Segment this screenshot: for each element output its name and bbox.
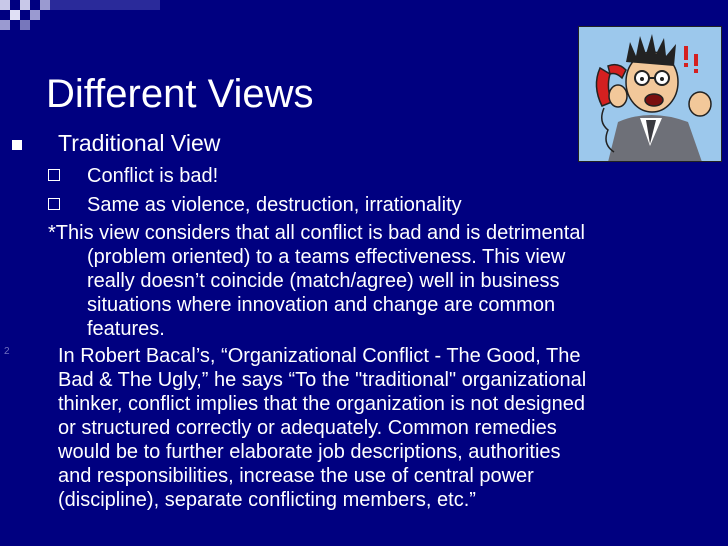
note-line: *This view considers that all conflict is bad and is detrimental	[48, 222, 585, 244]
note-line: features.	[87, 318, 165, 340]
quote-line: (discipline), separate conflicting members, etc.”	[58, 489, 476, 511]
quote-line: would be to further elaborate job descriptions, authorities	[58, 441, 561, 463]
bullet-hollow-square-icon	[48, 198, 60, 210]
note-line: really doesn’t coincide (match/agree) well in business	[87, 270, 560, 292]
quote-line: Bad & The Ugly,” he says “To the "traditional" organizational	[58, 369, 587, 391]
quote-line: thinker, conflict implies that the organization is not designed	[58, 393, 585, 415]
corner-decoration	[0, 0, 160, 48]
quote-line: In Robert Bacal’s, “Organizational Conflict - The Good, The	[58, 345, 581, 367]
note-line: (problem oriented) to a teams effectiveness. This view	[87, 246, 566, 268]
slide-title: Different Views	[46, 72, 314, 116]
sub-bullet-conflict-bad: Conflict is bad!	[87, 165, 219, 187]
bullet-traditional-view: Traditional View	[58, 130, 221, 156]
bullet-hollow-square-icon	[48, 169, 60, 181]
bullet-square-icon	[12, 140, 22, 150]
sub-bullet-same-as-violence: Same as violence, destruction, irrationality	[87, 194, 462, 216]
note-line: situations where innovation and change are common	[87, 294, 556, 316]
quote-line: or structured correctly or adequately. Common remedies	[58, 417, 557, 439]
angry-man-on-phone-icon	[578, 26, 722, 162]
quote-line: and responsibilities, increase the use of central power	[58, 465, 534, 487]
marker-number: 2	[4, 346, 10, 357]
